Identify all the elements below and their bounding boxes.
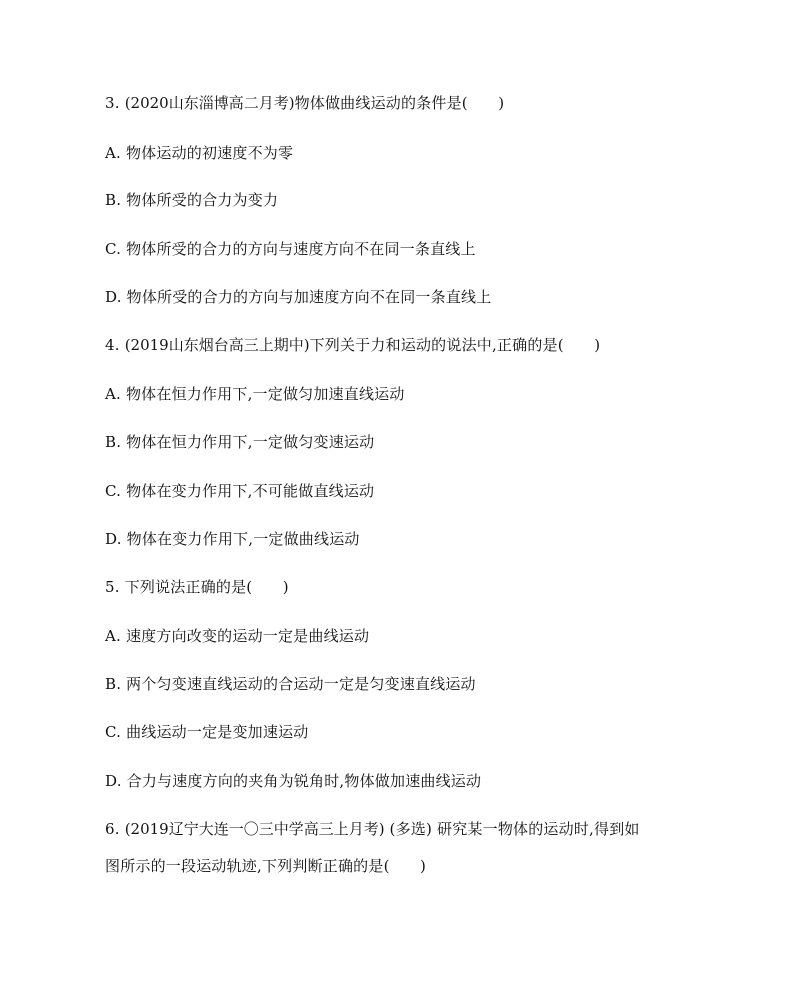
question-4-option-d: D. 物体在变力作用下,一定做曲线运动 [105, 530, 360, 548]
question-4-option-a: A. 物体在恒力作用下,一定做匀加速直线运动 [105, 385, 405, 403]
question-text: 研究某一物体的运动时,得到如 [437, 820, 640, 838]
question-text: 下列说法正确的是( ) [124, 578, 289, 596]
question-5-option-b: B. 两个匀变速直线运动的合运动一定是匀变速直线运动 [105, 675, 476, 693]
question-number: 6. [105, 820, 120, 838]
question-3-stem [105, 93, 504, 113]
question-text: 下列关于力和运动的说法中,正确的是( ) [309, 336, 601, 354]
question-tag: (多选) [389, 820, 433, 838]
question-4-option-b: B. 物体在恒力作用下,一定做匀变速运动 [105, 433, 375, 451]
question-3-option-c: C. 物体所受的合力的方向与速度方向不在同一条直线上 [105, 240, 476, 258]
question-4-option-c: C. 物体在变力作用下,不可能做直线运动 [105, 482, 375, 500]
question-5-option-c: C. 曲线运动一定是变加速运动 [105, 723, 309, 741]
question-5-option-d: D. 合力与速度方向的夹角为锐角时,物体做加速曲线运动 [105, 772, 482, 790]
question-number: 3. [105, 94, 120, 112]
question-source: (2020山东淄博高二月考) [124, 94, 295, 112]
question-number: 5. [105, 578, 120, 596]
question-5-stem [105, 577, 289, 597]
question-3-option-d: D. 物体所受的合力的方向与加速度方向不在同一条直线上 [105, 288, 492, 306]
question-text: 物体做曲线运动的条件是( ) [294, 94, 505, 112]
question-4-stem [105, 335, 600, 355]
question-source: (2019辽宁大连一〇三中学高三上月考) [124, 820, 385, 838]
question-3-option-b: B. 物体所受的合力为变力 [105, 191, 279, 209]
question-6-stem [105, 819, 640, 839]
question-6-stem-continued: 图所示的一段运动轨迹,下列判断正确的是( ) [105, 857, 427, 875]
question-5-option-a: A. 速度方向改变的运动一定是曲线运动 [105, 627, 370, 645]
question-3-option-a: A. 物体运动的初速度不为零 [105, 144, 294, 162]
question-number: 4. [105, 336, 120, 354]
question-source: (2019山东烟台高三上期中) [124, 336, 310, 354]
